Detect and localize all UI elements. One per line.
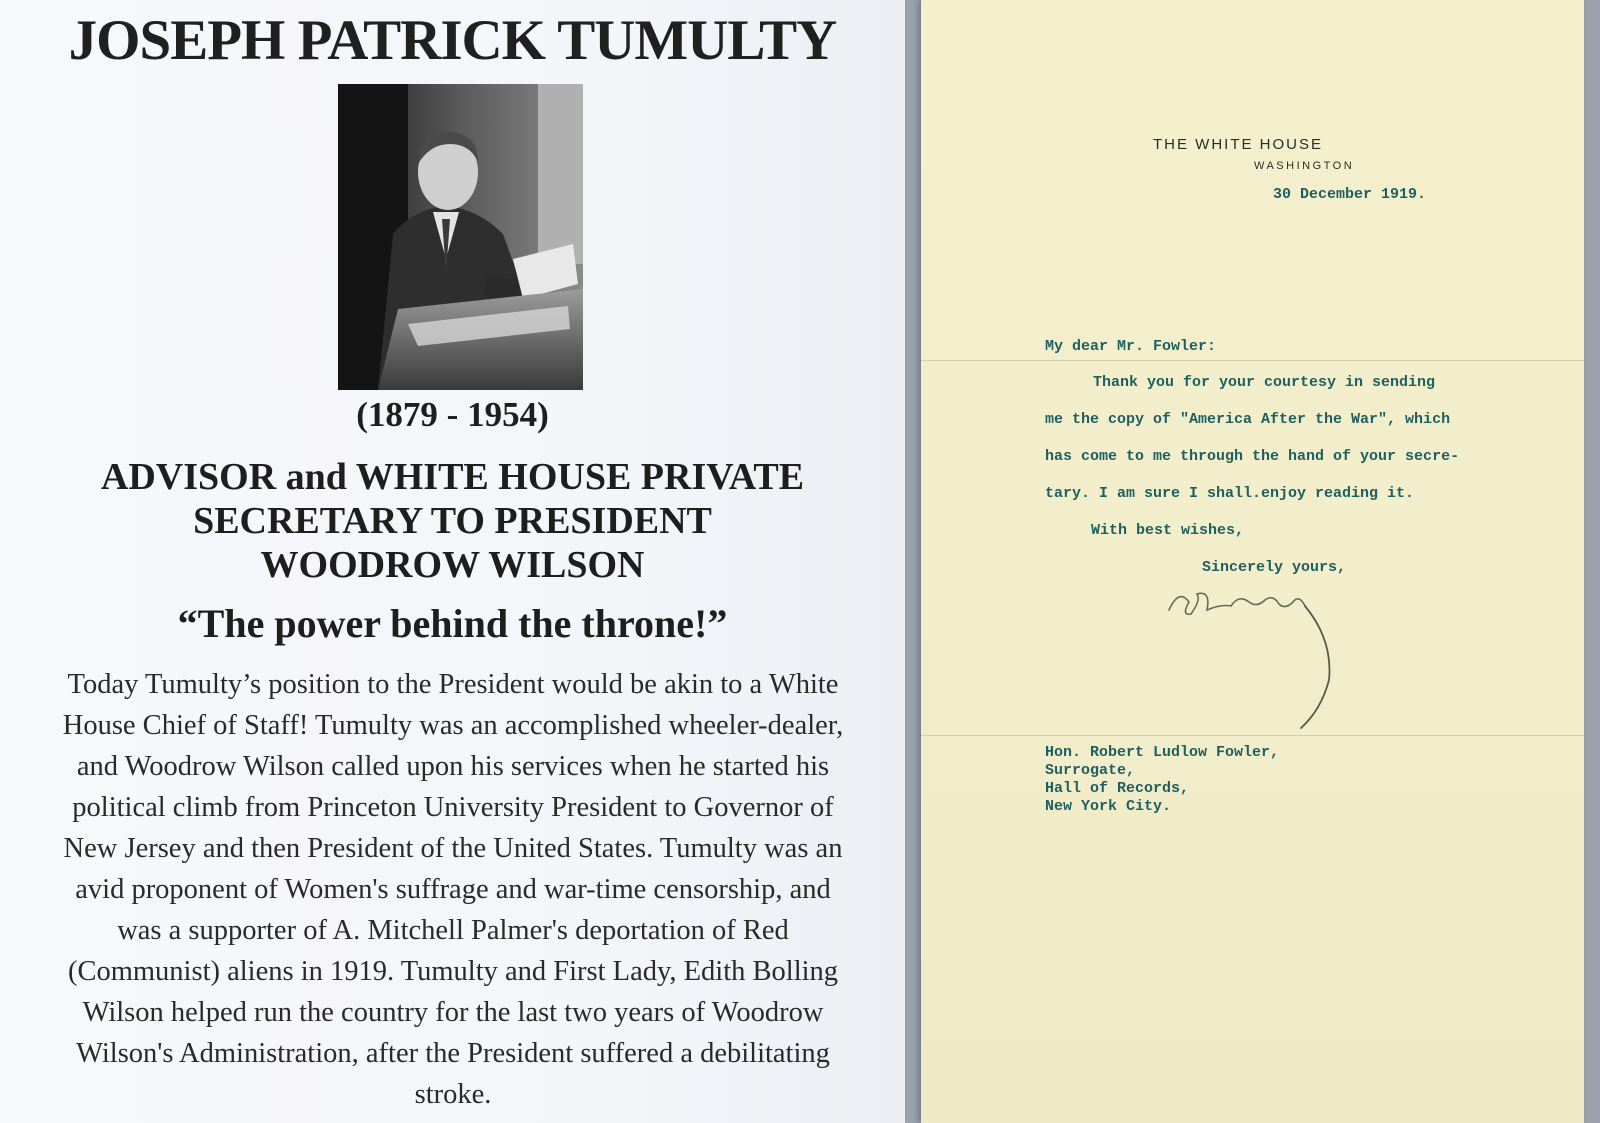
body-line: me the copy of "America After the War", which — [1045, 411, 1451, 428]
recipient-line: Hall of Records, — [1045, 780, 1190, 797]
letterhead-org: THE WHITE HOUSE — [1153, 136, 1324, 153]
signature — [1161, 580, 1381, 740]
bio-line: avid proponent of Women's suffrage and war-time censorship, and — [75, 874, 831, 905]
quote: “The power behind the throne!” — [177, 601, 728, 646]
letter-sheet — [921, 0, 1584, 1123]
bio-line: (Communist) aliens in 1919. Tumulty and First Lady, Edith Bolling — [67, 956, 839, 987]
body-line: tary. I am sure I shall.enjoy reading it. — [1045, 485, 1415, 502]
closing: Sincerely yours, — [1202, 559, 1347, 576]
role-heading — [20, 455, 885, 587]
role-line: WOODROW WILSON — [260, 544, 645, 586]
biography-text — [22, 664, 884, 1115]
body-line: has come to me through the hand of your secre- — [1045, 448, 1460, 465]
letter-date: 30 December 1919. — [1273, 186, 1427, 203]
bio-line: and Woodrow Wilson called upon his services when he started his — [76, 751, 830, 782]
body-line: Thank you for your courtesy in sending — [1093, 374, 1436, 391]
recipient-line: Surrogate, — [1045, 762, 1136, 779]
name-heading: JOSEPH PATRICK TUMULTY — [68, 9, 837, 72]
bio-line: New Jersey and then President of the United States. Tumulty was an — [63, 833, 843, 864]
life-dates: (1879 - 1954) — [356, 395, 549, 434]
salutation: My dear Mr. Fowler: — [1045, 338, 1217, 355]
bio-line: political climb from Princeton University President to Governor of — [72, 792, 834, 823]
letterhead-city: WASHINGTON — [1254, 160, 1355, 172]
role-line: SECRETARY TO PRESIDENT — [193, 500, 712, 542]
role-line: ADVISOR and WHITE HOUSE PRIVATE — [100, 456, 805, 498]
bio-line: was a supporter of A. Mitchell Palmer's deportation of Red — [117, 915, 789, 946]
bio-line: stroke. — [414, 1079, 492, 1110]
fold-crease — [921, 360, 1584, 361]
recipient-line: Hon. Robert Ludlow Fowler, — [1045, 744, 1280, 761]
portrait-photo — [338, 84, 583, 390]
bio-line: Wilson helped run the country for the last two years of Woodrow — [82, 997, 824, 1028]
body-line: With best wishes, — [1091, 522, 1245, 539]
bio-line: Today Tumulty’s position to the President would be akin to a White — [67, 669, 839, 700]
recipient-line: New York City. — [1045, 798, 1172, 815]
bio-line: House Chief of Staff! Tumulty was an accomplished wheeler-dealer, — [62, 710, 844, 741]
bio-line: Wilson's Administration, after the President suffered a debilitating — [76, 1038, 830, 1069]
